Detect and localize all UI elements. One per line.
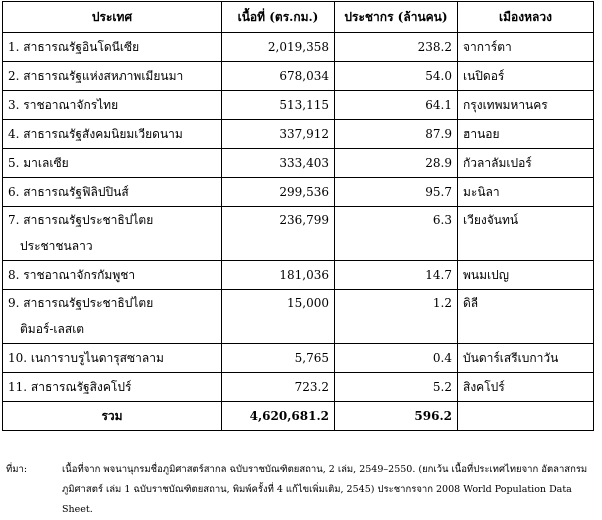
table-row: [3, 91, 594, 120]
country-name: 8. ราชอาณาจักรกัมพูชา: [3, 261, 222, 290]
area-value: 181,036: [222, 261, 335, 290]
population-value: 1.2: [335, 290, 458, 344]
country-name: 1. สาธารณรัฐอินโดนีเซีย: [3, 33, 222, 62]
capital-name: พนมเปญ: [458, 261, 594, 290]
capital-name: กัวลาลัมเปอร์: [458, 149, 594, 178]
total-label: รวม: [3, 402, 222, 431]
area-value: 15,000: [222, 290, 335, 344]
country-table: [2, 1, 594, 431]
population-value: 238.2: [335, 33, 458, 62]
population-value: 95.7: [335, 178, 458, 207]
header-area: เนื้อที่ (ตร.กม.): [222, 2, 335, 33]
total-capital-empty: [458, 402, 594, 431]
capital-name: มะนิลา: [458, 178, 594, 207]
table-row: [3, 62, 594, 91]
area-value: 299,536: [222, 178, 335, 207]
capital-name: บันดาร์เสรีเบกาวัน: [458, 344, 594, 373]
area-value: 333,403: [222, 149, 335, 178]
table-row: [3, 373, 594, 402]
area-value: 337,912: [222, 120, 335, 149]
table-row: [3, 33, 594, 62]
population-value: 28.9: [335, 149, 458, 178]
population-value: 5.2: [335, 373, 458, 402]
capital-name: เนปิดอร์: [458, 62, 594, 91]
table-row: [3, 261, 594, 290]
population-value: 14.7: [335, 261, 458, 290]
table-row: [3, 149, 594, 178]
population-value: 64.1: [335, 91, 458, 120]
table-row: [3, 207, 594, 261]
population-value: 6.3: [335, 207, 458, 261]
total-population: 596.2: [335, 402, 458, 431]
header-population: ประชากร (ล้านคน): [335, 2, 458, 33]
capital-name: เวียงจันทน์: [458, 207, 594, 261]
table-row: [3, 120, 594, 149]
area-value: 236,799: [222, 207, 335, 261]
header-country: ประเทศ: [3, 2, 222, 33]
source-text: [62, 460, 602, 520]
country-name: 4. สาธารณรัฐสังคมนิยมเวียดนาม: [3, 120, 222, 149]
area-value: 5,765: [222, 344, 335, 373]
country-name: 2. สาธารณรัฐแห่งสหภาพเมียนมา: [3, 62, 222, 91]
country-name-line1: 9. สาธารณรัฐประชาธิปไตย: [8, 296, 154, 310]
source-line-2: ภูมิศาสตร์ เล่ม 1 ฉบับราชบัณฑิตยสถาน, พิมพ์ครั้งที่ 4 แก้ไขเพิ่มเติม, 2545) ประชากรจาก 2008 World Population Data Sheet.: [62, 484, 572, 515]
table-row: [3, 344, 594, 373]
country-name-line2: ติมอร์-เลสเต: [20, 322, 85, 336]
country-name: 11. สาธารณรัฐสิงคโปร์: [3, 373, 222, 402]
capital-name: ฮานอย: [458, 120, 594, 149]
total-row: [3, 402, 594, 431]
country-name: [3, 290, 222, 344]
area-value: 513,115: [222, 91, 335, 120]
area-value: 2,019,358: [222, 33, 335, 62]
country-name: 3. ราชอาณาจักรไทย: [3, 91, 222, 120]
population-value: 87.9: [335, 120, 458, 149]
capital-name: กรุงเทพมหานคร: [458, 91, 594, 120]
header-capital: เมืองหลวง: [458, 2, 594, 33]
source-label: ที่มา:: [6, 464, 28, 475]
area-value: 678,034: [222, 62, 335, 91]
population-value: 0.4: [335, 344, 458, 373]
capital-name: จาการ์ตา: [458, 33, 594, 62]
country-name: 6. สาธารณรัฐฟิลิปปินส์: [3, 178, 222, 207]
header-row: [3, 2, 594, 33]
country-name-line2: ประชาชนลาว: [20, 239, 93, 253]
country-name: 5. มาเลเซีย: [3, 149, 222, 178]
capital-name: สิงคโปร์: [458, 373, 594, 402]
country-name-line1: 7. สาธารณรัฐประชาธิปไตย: [8, 213, 154, 227]
country-name: [3, 207, 222, 261]
source-line-1: เนื้อที่จาก พจนานุกรมชื่อภูมิศาสตร์สากล ฉบับราชบัณฑิตยสถาน, 2 เล่ม, 2549–2550. (ยกเว้น เนื้อที่ประเทศไทยจาก อัตลาสกรม: [62, 464, 588, 475]
table-row: [3, 290, 594, 344]
area-value: 723.2: [222, 373, 335, 402]
table-row: [3, 178, 594, 207]
total-area: 4,620,681.2: [222, 402, 335, 431]
capital-name: ดิลี: [458, 290, 594, 344]
population-value: 54.0: [335, 62, 458, 91]
country-name: 10. เนการาบรูไนดารุสซาลาม: [3, 344, 222, 373]
